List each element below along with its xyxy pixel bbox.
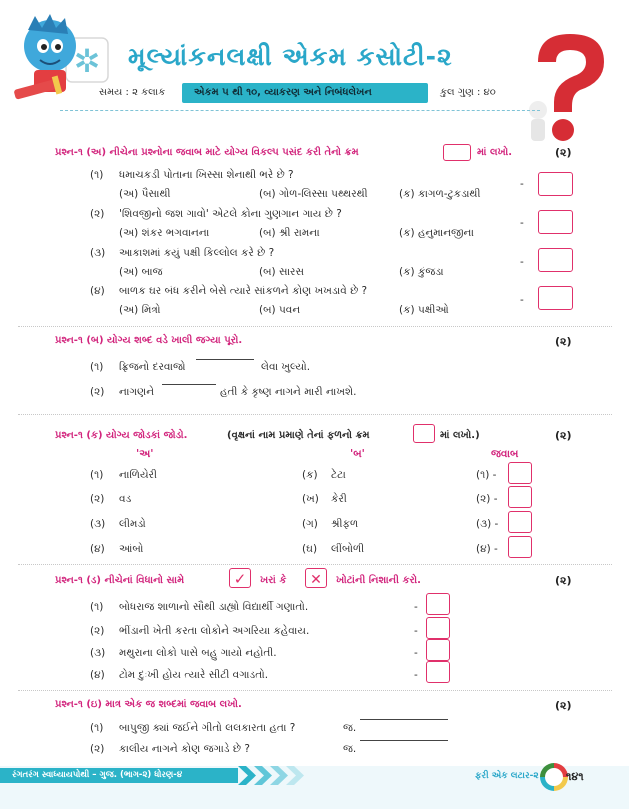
q1a-item-3-text: આકાશમાં કયું પક્ષી કિલ્લોલ કરે છે ? — [119, 247, 275, 259]
page-number: ૧૪૧ — [566, 770, 584, 783]
section-divider — [18, 326, 612, 327]
q1a-item-1-opt-c: (ક) કાગળ-ટુકડાથી — [399, 188, 481, 200]
q1c-row-1-bnum: (ક) — [302, 469, 318, 481]
q1c-row-3-bnum: (ગ) — [302, 518, 318, 530]
q1a-item-3-opt-c: (ક) કુંજડા — [399, 266, 444, 278]
q1a-item-3-num: (૩) — [90, 247, 106, 259]
q1a-item-1-text: ધમાચકડી પોતાના ખિસ્સા શેનાથી ભરે છે ? — [119, 169, 294, 181]
q1c-instruction-box — [413, 424, 435, 443]
q1c-row-4-b: લીંબોળી — [331, 543, 365, 555]
q1d-item-3-text: મથુરાના લોકો પાસે બહુ ગાયો નહોતી. — [119, 647, 277, 659]
svg-text:✲: ✲ — [73, 42, 101, 80]
q1a-item-1-dash: - — [520, 178, 524, 190]
q1c-row-2-a: વડ — [119, 493, 132, 505]
q1c-row-2-ans: (૨) - — [476, 493, 498, 505]
q1d-item-1-num: (૧) — [90, 601, 104, 613]
q1d-item-2-text: ભીંડાની ખેતી કરતા લોકોને અગરિયા કહેવાય. — [119, 625, 310, 637]
q1a-heading-end: માં લખો. — [477, 147, 513, 158]
q1a-item-4-opt-b: (બ) પવન — [259, 304, 301, 316]
q1c-heading: પ્રશ્ન-૧ (ક) યોગ્ય જોડકાં જોડો. — [55, 430, 188, 441]
q1a-item-2-num: (૨) — [90, 208, 105, 220]
q1a-item-1-opt-b: (બ) ગોળ-લિસ્સા પથ્થરથી — [259, 188, 368, 200]
q1d-item-2-dash: - — [414, 625, 418, 637]
q1d-heading: પ્રશ્ન-૧ (ડ) નીચેનાં વિધાનો સામે — [55, 575, 185, 586]
q1a-item-3-opt-b: (બ) સારસ — [259, 266, 304, 278]
tick-icon: ✓ — [233, 570, 247, 588]
q1e-marks: (૨) — [555, 699, 572, 712]
q1d-item-3-dash: - — [414, 647, 418, 659]
q1e-item-2-num: (૨) — [90, 743, 105, 755]
footer-left-text: રંગતરંગ સ્વાધ્યાયપોથી – ગુજ. (ભાગ-૨) ધોરણ-૪ — [12, 770, 183, 780]
q1c-row-1-answer-box[interactable] — [508, 462, 532, 484]
unit-label: એકમ ૫ થી ૧૦, વ્યાકરણ અને નિબંધલેખન — [194, 87, 372, 98]
q1c-row-2-answer-box[interactable] — [508, 486, 532, 508]
q1c-row-3-a: લીમડો — [119, 518, 146, 530]
q1e-item-2-text: કાલીય નાગને કોણ જગાડે છે ? — [119, 743, 250, 755]
time-label: સમય : ૨ કલાક — [99, 87, 166, 98]
q1d-marks: (૨) — [555, 574, 572, 587]
q1a-item-2-text: 'શિવજીનો જશ ગાવો' એટલે કોના ગુણગાન ગાય છે ? — [119, 208, 342, 220]
footer-right-text: ફરી એક લટાર-૨ — [475, 771, 539, 781]
q1c-row-3-b: શ્રીફળ — [331, 518, 359, 530]
q1a-item-1-opt-a: (અ) પૈસાથી — [119, 188, 171, 200]
q1b-marks: (૨) — [555, 335, 572, 348]
q1a-item-3-opt-a: (અ) બાજ — [119, 266, 163, 278]
q1c-row-4-ans: (૪) - — [476, 543, 498, 555]
q1d-item-2-answer-box[interactable] — [426, 617, 450, 639]
q1a-item-4-dash: - — [520, 294, 524, 306]
q1b-heading: પ્રશ્ન-૧ (બ) યોગ્ય શબ્દ વડે ખાલી જગ્યા પૂરો. — [55, 335, 243, 346]
q1c-row-1-ans: (૧) - — [476, 469, 497, 481]
page-title: મૂલ્યાંકનલક્ષી એકમ કસોટી-૨ — [128, 42, 453, 71]
section-divider — [18, 414, 612, 415]
q1c-row-4-num: (૪) — [90, 543, 105, 555]
q1c-row-1-b: ટેટા — [331, 469, 346, 481]
section-divider — [18, 564, 612, 565]
q1c-col-ans-header: જવાબ — [491, 448, 519, 460]
q1d-right-word: ખરાં કે — [260, 575, 287, 586]
section-divider — [18, 690, 612, 691]
q1c-row-2-num: (૨) — [90, 493, 105, 505]
q1c-row-3-num: (૩) — [90, 518, 106, 530]
cross-box — [305, 568, 327, 588]
q1c-row-3-ans: (૩) - — [476, 518, 499, 530]
q1c-row-4-answer-box[interactable] — [508, 536, 532, 558]
page-number-badge-inner — [545, 768, 563, 786]
q1a-item-4-answer-box[interactable] — [538, 286, 573, 310]
q1b-item-2-num: (૨) — [90, 386, 105, 398]
q1e-item-1-answer-line[interactable] — [360, 719, 448, 720]
q1b-item-1-pre: ફ્રિજનો દરવાજો — [119, 361, 186, 373]
q1a-item-2-opt-a: (અ) શંકર ભગવાનના — [119, 227, 210, 239]
q1a-item-2-opt-c: (ક) હનુમાનજીના — [399, 227, 474, 239]
q1c-row-2-bnum: (ખ) — [302, 493, 319, 505]
q1c-instruction-end: માં લખો.) — [440, 430, 480, 441]
q1b-item-2-blank[interactable] — [162, 384, 216, 385]
q1d-item-3-answer-box[interactable] — [426, 639, 450, 661]
q1d-item-1-dash: - — [414, 601, 418, 613]
q1c-instruction: (વૃક્ષનાં નામ પ્રમાણે તેનાં ફળનો ક્રમ — [227, 430, 370, 441]
header-divider — [60, 110, 540, 111]
q1e-heading: પ્રશ્ન-૧ (ઇ) માત્ર એક જ શબ્દમાં જવાબ લખો. — [55, 699, 242, 710]
q1a-item-2-dash: - — [520, 217, 524, 229]
q1e-item-1-text: બાપુજી ક્યાં જઈને ગીતો લલકારતા હતા ? — [119, 722, 296, 734]
q1b-item-2-pre: નાગણને — [119, 386, 155, 398]
q1a-marks: (૨) — [555, 146, 572, 159]
q1d-wrong-word: ખોટાંની નિશાની કરો. — [336, 575, 421, 586]
q1c-row-4-bnum: (ઘ) — [302, 543, 318, 555]
q1d-item-4-num: (૪) — [90, 669, 105, 681]
q1a-item-3-dash: - — [520, 256, 524, 268]
q1c-row-3-answer-box[interactable] — [508, 511, 532, 533]
q1b-item-1-blank[interactable] — [196, 359, 254, 360]
q1a-item-2-opt-b: (બ) શ્રી રામના — [259, 227, 320, 239]
q1c-row-2-b: કેરી — [331, 493, 347, 505]
q1c-row-4-a: આંબો — [119, 543, 144, 555]
q1a-heading-box — [443, 144, 471, 161]
q1a-item-4-opt-a: (અ) મિત્રો — [119, 304, 161, 316]
q1a-item-4-num: (૪) — [90, 285, 105, 297]
q1c-col-b-header: 'બ' — [350, 448, 365, 460]
q1e-item-2-answer-line[interactable] — [360, 740, 448, 741]
q1a-item-1-num: (૧) — [90, 169, 104, 181]
q1c-row-1-num: (૧) — [90, 469, 104, 481]
q1b-item-1-post: લેવા ખુલ્યો. — [261, 361, 311, 373]
question-mark-illustration — [518, 30, 614, 148]
q1e-item-2-ans-label: જ. — [343, 743, 357, 755]
q1a-heading: પ્રશ્ન-૧ (અ) નીચેના પ્રશ્નોના જવાબ માટે યોગ્ય વિકલ્પ પસંદ કરી તેનો ક્રમ — [55, 147, 359, 158]
q1d-item-4-dash: - — [414, 669, 418, 681]
q1d-item-4-answer-box[interactable] — [426, 661, 450, 683]
q1d-item-3-num: (૩) — [90, 647, 106, 659]
q1e-item-1-num: (૧) — [90, 722, 104, 734]
q1d-item-2-num: (૨) — [90, 625, 105, 637]
tick-box — [229, 568, 251, 588]
q1d-item-1-text: બોધરાજ શાળાનો સૌથી ડાહ્યો વિદ્યાર્થી ગણાતો. — [119, 601, 309, 613]
q1a-item-3-answer-box[interactable] — [538, 248, 573, 272]
q1d-item-4-text: ટોમ દુઃખી હોય ત્યારે સીટી વગાડતો. — [119, 669, 269, 681]
q1c-row-1-a: નાળિયેરી — [119, 469, 157, 481]
q1e-item-1-ans-label: જ. — [343, 722, 357, 734]
cross-icon: ✕ — [310, 572, 322, 588]
q1a-item-4-text: બાળક ઘર બંધ કરીને બેસે ત્યારે સાંકળને કોણ ખખડાવે છે ? — [119, 285, 368, 297]
q1b-item-1-num: (૧) — [90, 361, 104, 373]
footer-arrows-icon — [238, 766, 318, 785]
q1a-item-1-answer-box[interactable] — [538, 172, 573, 196]
q1c-marks: (૨) — [555, 429, 572, 442]
q1d-item-1-answer-box[interactable] — [426, 593, 450, 615]
q1a-item-2-answer-box[interactable] — [538, 210, 573, 234]
q1c-col-a-header: 'અ' — [136, 448, 154, 460]
q1a-item-4-opt-c: (ક) પક્ષીઓ — [399, 304, 449, 316]
q1b-item-2-post: હતી કે કૃષ્ણ નાગને મારી નાખશે. — [220, 386, 357, 398]
total-marks-label: કુલ ગુણ : ૪૦ — [440, 87, 496, 98]
